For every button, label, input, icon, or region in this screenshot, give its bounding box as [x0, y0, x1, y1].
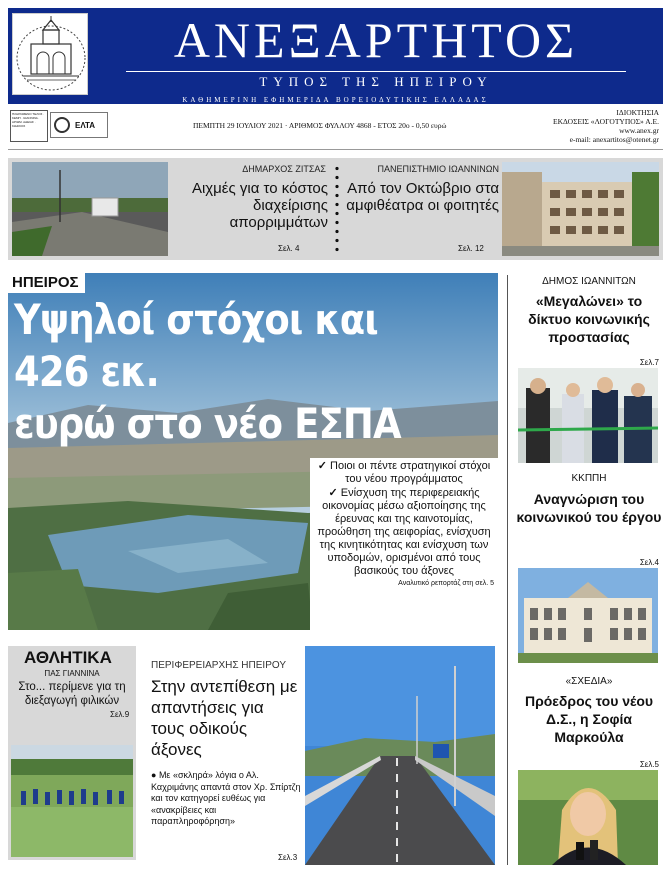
section-label: ΗΠΕΙΡΟΣ	[8, 273, 85, 293]
teaser-page-ref: Σελ. 12	[458, 244, 484, 253]
road-story-kicker: ΠΕΡΙΦΕΡΕΙΑΡΧΗΣ ΗΠΕΙΡΟΥ	[151, 660, 286, 671]
teaser-kicker: ΠΑΝΕΠΙΣΤΗΜΙΟ ΙΩΑΝΝΙΝΩΝ	[377, 164, 499, 174]
teaser-headline-link[interactable]: Αιχμές για το κόστος διαχείρισης απορριμμάτων	[191, 180, 328, 231]
portrait-photo	[518, 770, 658, 865]
publisher-name: ΕΚΔΟΣΕΙΣ «ΛΟΓΟΤΥΠΟΣ» Α.Ε.	[553, 117, 659, 126]
top-teasers	[8, 158, 663, 260]
main-headline-link[interactable]	[14, 294, 436, 450]
masthead-tagline: ΚΑΘΗΜΕΡΙΝΗ ΕΦΗΜΕΡΙΔΑ ΒΟΡΕΙΟΔΥΤΙΚΗΣ ΕΛΛΑΔΑΣ	[8, 96, 663, 104]
side-story-page-ref: Σελ.5	[639, 760, 659, 769]
report-page-ref: Αναλυτικό ρεπορτάζ στη σελ. 5	[398, 580, 494, 587]
road-story-page-ref: Σελ.3	[278, 853, 298, 862]
sports-section-title: ΑΘΛΗΤΙΚΑ	[24, 648, 112, 667]
bullet-item: ✓ Ποιοι οι πέντε στρατηγικοί στόχοι του νέου προγράμματος	[317, 460, 491, 485]
team-training-photo	[11, 745, 133, 857]
website-link[interactable]: www.anex.gr	[619, 126, 659, 135]
headline-line: Υψηλοί στόχοι και 426 εκ.	[14, 295, 378, 396]
column-dot-divider	[335, 164, 339, 254]
hospital-building-photo	[518, 568, 658, 663]
side-story-page-ref: Σελ.7	[639, 358, 659, 367]
road-story-body: ● Με «σκληρά» λόγια ο Αλ. Καχριμάνης απαντά στον Χρ. Σπίρτζη και τον κατηγορεί ευθέως για «ανακρίβειες και παραπληροφόρηση»	[151, 770, 301, 826]
owner-label: ΙΔΙΟΚΤΗΣΙΑ	[616, 108, 659, 117]
side-story-page-ref: Σελ.4	[639, 558, 659, 567]
waste-facility-photo	[12, 162, 168, 256]
title-rule	[126, 71, 626, 72]
info-bar	[8, 106, 663, 150]
road-story-headline-link[interactable]: Στην αντεπίθεση με απαντήσεις για τους οδικούς άξονες	[151, 677, 298, 759]
church-seal-logo	[12, 13, 88, 95]
side-story-headline-link[interactable]: Πρόεδρος του νέου Δ.Σ., η Σοφία Μαρκούλα	[524, 693, 654, 745]
teaser-headline-link[interactable]: Από τον Οκτώβριο στα αμφιθέατρα οι φοιτητές	[346, 180, 499, 214]
side-story-headline-link[interactable]: Αναγνώριση του κοινωνικού του έργου	[516, 491, 662, 525]
check-icon: ✓	[317, 460, 331, 472]
sports-kicker: ΠΑΣ ΓΙΑΝΝΙΝΑ	[44, 669, 100, 678]
side-story-kicker: ΚΚΠΠΗ	[571, 473, 607, 484]
issue-dateline: ΠΕΜΠΤΗ 29 ΙΟΥΛΙΟΥ 2021 · ΑΡΙΘΜΟΣ ΦΥΛΛΟΥ 4868 - ΕΤΟΣ 20ο - 0,50 ευρώ	[193, 121, 447, 130]
teaser-page-ref: Σελ. 4	[278, 244, 300, 253]
sports-headline-link[interactable]: Στο... περίμενε για τη διεξαγωγή φιλικών	[18, 681, 126, 707]
check-icon: ✓	[328, 487, 341, 499]
publisher-info	[553, 108, 659, 144]
main-bullets	[310, 458, 498, 630]
email-link[interactable]: e-mail: anexartitos@otenet.gr	[569, 135, 659, 144]
headline-line: ευρώ στο νέο ΕΣΠΑ	[14, 399, 401, 448]
elta-logo: ΕΛΤΑ	[50, 112, 108, 138]
side-story-kicker: ΔΗΜΟΣ ΙΩΑΝΝΙΤΩΝ	[542, 276, 636, 287]
sports-page-ref: Σελ.9	[110, 710, 130, 719]
bullet-icon: ●	[151, 770, 159, 780]
masthead	[8, 8, 663, 103]
ribbon-cutting-photo	[518, 368, 658, 463]
newspaper-subtitle: ΤΥΠΟΣ ΤΗΣ ΗΠΕΙΡΟΥ	[259, 74, 493, 89]
newspaper-title: ΑΝΕΞΑΡΤΗΤΟΣ	[173, 12, 579, 68]
elta-circle-icon	[54, 117, 70, 133]
postal-stamp-box: ΠΛΗΡΩΜΕΝΟ ΤΕΛΟΣ · ΚΕΜΠ · ΙΩΑΝΝΙΝΑ · ΑΡΙΘΜ. ΑΔΕΙΑΣ · ΚΩΔΙΚΟΣ	[10, 110, 48, 142]
side-story-kicker: «ΣΧΕΔΙΑ»	[565, 676, 613, 687]
bullet-item: ✓ Ενίσχυση της περιφερειακής οικονομίας μέσω αξιοποίησης της έρευνας και της καινοτομίας, προώθηση της αειφορίας, ενίσχυση της κινητικότητας και ενίσχυση των υποδομών, ορισμένοι από τους βασικούς του άξονες	[317, 487, 491, 577]
university-building-photo	[502, 162, 659, 256]
side-story-headline-link[interactable]: «Μεγαλώνει» το δίκτυο κοινωνικής προστασίας	[528, 293, 650, 345]
column-divider	[507, 275, 508, 865]
highway-photo	[305, 646, 495, 865]
teaser-kicker: ΔΗΜΑΡΧΟΣ ΖΙΤΣΑΣ	[242, 164, 326, 174]
